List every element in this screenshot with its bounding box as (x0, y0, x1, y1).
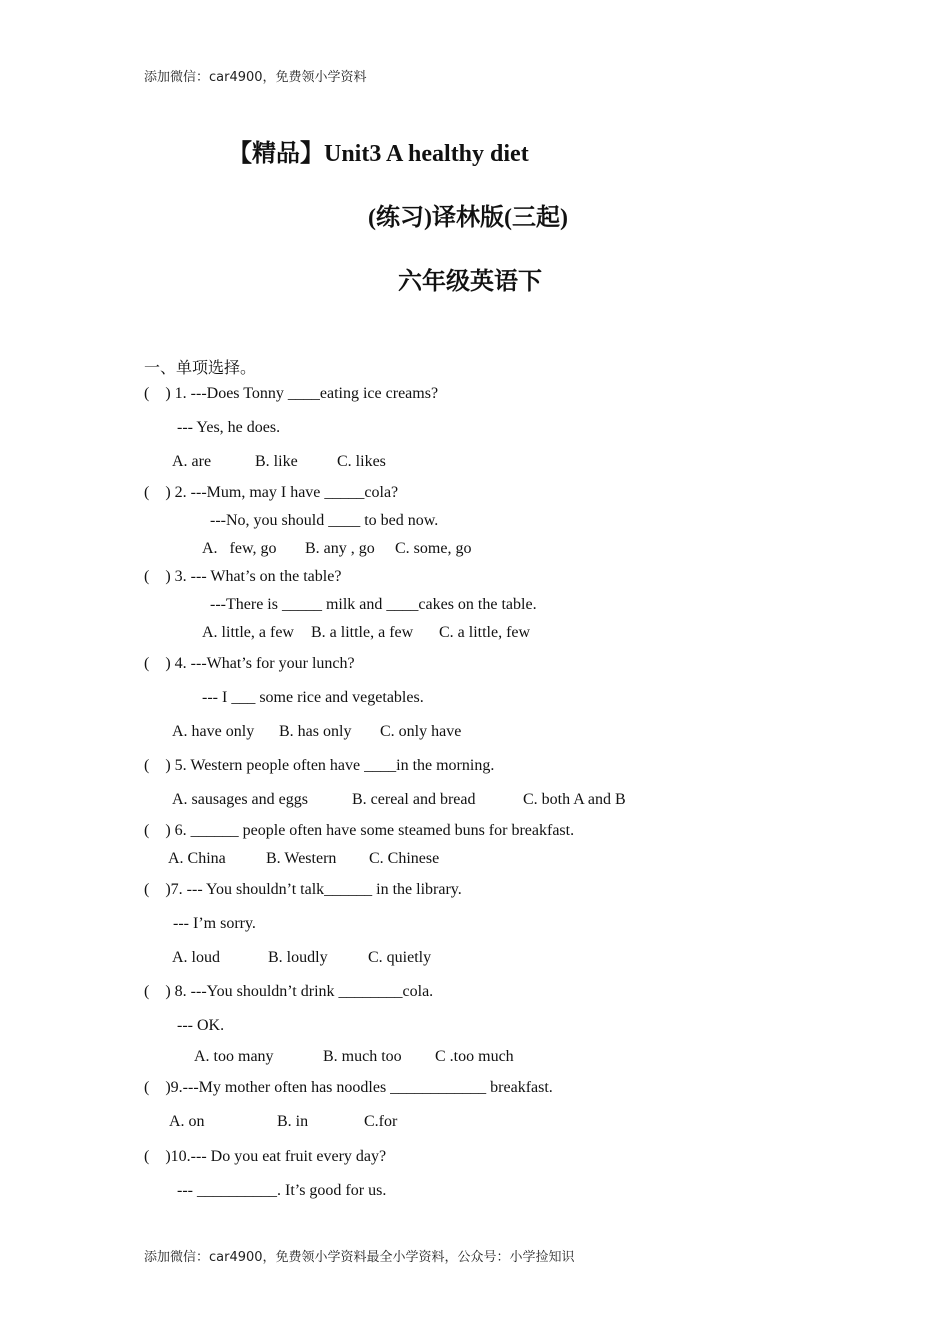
question-1-option-b: B. like (255, 453, 298, 470)
question-6-option-a: A. China (168, 850, 226, 867)
question-1-reply: --- Yes, he does. (177, 419, 281, 436)
title-line-2: (练习)译林版(三起) (368, 205, 568, 231)
question-8-stem: ( ) 8. ---You shouldn’t drink ________cola. (144, 983, 434, 1000)
question-1-stem: ( ) 1. ---Does Tonny ____eating ice creams? (144, 385, 439, 402)
question-2-option-b: B. any , go (305, 540, 375, 557)
question-3-reply: ---There is _____ milk and ____cakes on the table. (210, 596, 537, 613)
footer-note: 添加微信：car4900，免费领小学资料最全小学资料，公众号：小学捡知识 (144, 1250, 575, 1265)
section-heading: 一、单项选择。 (144, 360, 257, 377)
question-2-option-a: A. few, go (202, 540, 277, 557)
question-7-stem: ( )7. --- You shouldn’t talk______ in the library. (144, 881, 462, 898)
question-6-option-b: B. Western (266, 850, 337, 867)
question-3-option-b: B. a little, a few (311, 624, 414, 641)
question-6-option-c: C. Chinese (369, 850, 440, 867)
question-4-reply: --- I ___ some rice and vegetables. (202, 689, 424, 706)
title-line-1: 【精品】Unit3 A healthy diet (228, 141, 529, 167)
question-5-option-b: B. cereal and bread (352, 791, 476, 808)
question-10-stem: ( )10.--- Do you eat fruit every day? (144, 1148, 387, 1165)
question-9-option-c: C.for (364, 1113, 398, 1130)
question-8-option-a: A. too many (194, 1048, 274, 1065)
question-8-reply: --- OK. (177, 1017, 225, 1034)
question-8-option-c: C .too much (435, 1048, 514, 1065)
question-7-option-b: B. loudly (268, 949, 328, 966)
question-5-stem: ( ) 5. Western people often have ____in the morning. (144, 757, 495, 774)
question-6-stem: ( ) 6. ______ people often have some steamed buns for breakfast. (144, 822, 575, 839)
question-3-option-a: A. little, a few (202, 624, 294, 641)
question-4-option-a: A. have only (172, 723, 255, 740)
question-9-stem: ( )9.---My mother often has noodles ____________ breakfast. (144, 1079, 553, 1096)
question-1-option-c: C. likes (337, 453, 386, 470)
question-7-option-a: A. loud (172, 949, 220, 966)
question-9-option-b: B. in (277, 1113, 309, 1130)
question-1-option-a: A. are (172, 453, 212, 470)
question-7-option-c: C. quietly (368, 949, 432, 966)
question-8-option-b: B. much too (323, 1048, 402, 1065)
question-4-option-b: B. has only (279, 723, 352, 740)
question-4-stem: ( ) 4. ---What’s for your lunch? (144, 655, 355, 672)
title-line-3: 六年级英语下 (398, 269, 542, 295)
question-3-option-c: C. a little, few (439, 624, 531, 641)
question-2-option-c: C. some, go (395, 540, 472, 557)
question-3-stem: ( ) 3. --- What’s on the table? (144, 568, 342, 585)
question-9-option-a: A. on (169, 1113, 205, 1130)
question-5-option-c: C. both A and B (523, 791, 626, 808)
header-note: 添加微信：car4900，免费领小学资料 (144, 70, 367, 85)
question-5-option-a: A. sausages and eggs (172, 791, 308, 808)
question-2-reply: ---No, you should ____ to bed now. (210, 512, 439, 529)
question-4-option-c: C. only have (380, 723, 462, 740)
question-7-reply: --- I’m sorry. (173, 915, 256, 932)
question-2-stem: ( ) 2. ---Mum, may I have _____cola? (144, 484, 399, 501)
question-10-reply: --- __________. It’s good for us. (177, 1182, 387, 1199)
